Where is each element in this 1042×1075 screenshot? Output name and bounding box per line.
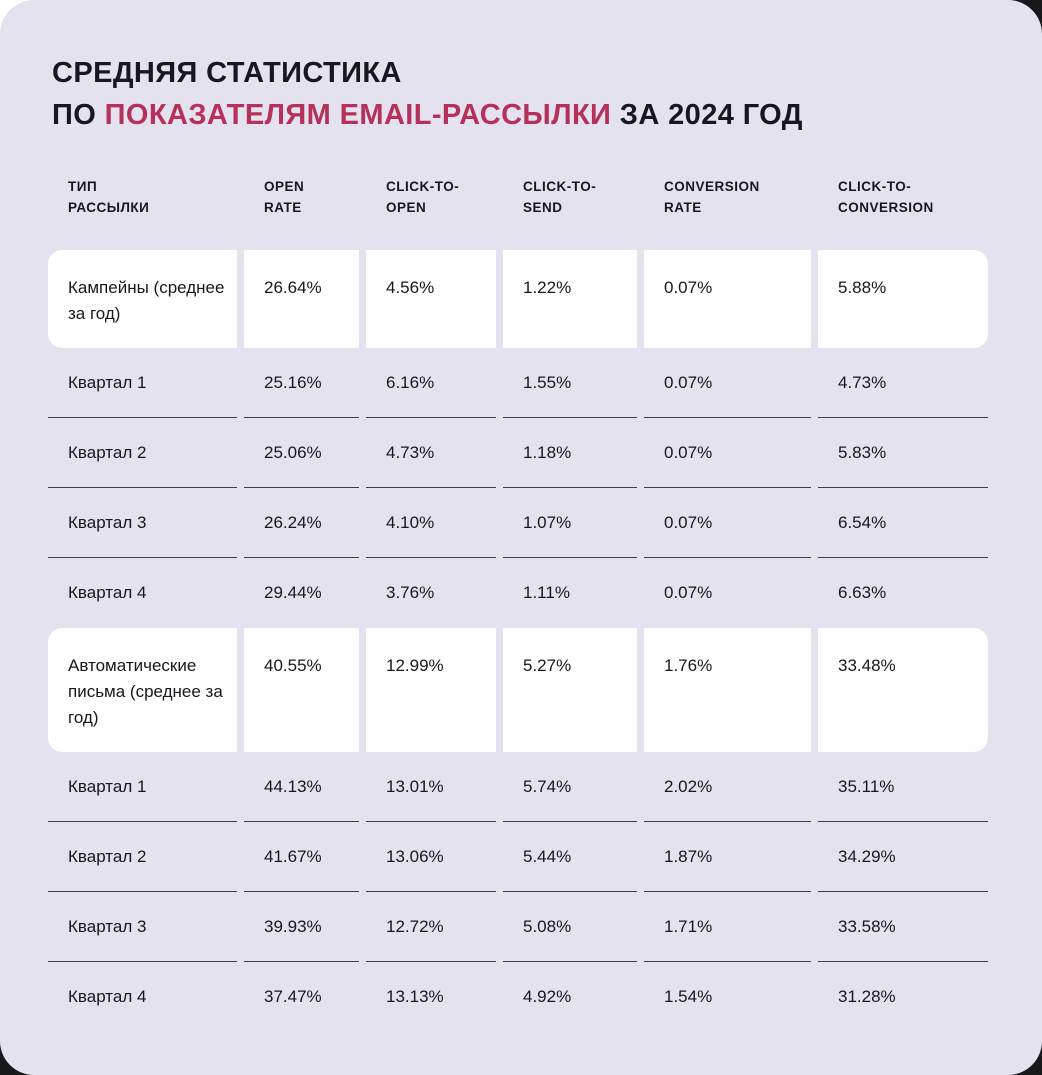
column-header: ТИП РАССЫЛКИ	[68, 179, 150, 215]
metric-value: 31.28%	[838, 987, 896, 1006]
metric-value: 0.07%	[644, 348, 811, 418]
metric-value: 1.18%	[503, 418, 637, 488]
metric-value: 35.11%	[818, 752, 988, 822]
metric-value: 4.10%	[366, 488, 496, 558]
metric-value: 0.07%	[644, 418, 811, 488]
table-row	[48, 558, 988, 628]
metric-value: 0.07%	[644, 488, 811, 558]
title-line2-suffix: ЗА 2024 ГОД	[611, 99, 803, 131]
metric-value: 2.02%	[644, 752, 811, 822]
row-label: Квартал 1	[48, 752, 237, 822]
row-label: Автоматические письма (среднее за год)	[48, 628, 237, 752]
metric-value: 37.47%	[264, 987, 322, 1006]
metric-value: 33.48%	[818, 628, 988, 752]
metric-value: 13.06%	[366, 822, 496, 892]
metric-value: 0.07%	[664, 583, 713, 602]
metric-value: 1.54%	[664, 987, 713, 1006]
table-row	[48, 628, 988, 752]
metric-value: 13.01%	[366, 752, 496, 822]
column-header: CLICK-TO- CONVERSION	[838, 179, 934, 215]
column-header: CONVERSION RATE	[664, 179, 760, 215]
metric-value: 5.88%	[818, 250, 988, 348]
metric-value: 1.07%	[503, 488, 637, 558]
metric-value: 4.73%	[366, 418, 496, 488]
metric-value: 40.55%	[244, 628, 359, 752]
metric-value: 25.06%	[244, 418, 359, 488]
table-row	[48, 250, 988, 348]
metric-value: 12.72%	[366, 892, 496, 962]
metric-value: 1.55%	[503, 348, 637, 418]
title-highlight: ПОКАЗАТЕЛЯМ EMAIL-РАССЫЛКИ	[104, 99, 612, 131]
metric-value: 26.24%	[244, 488, 359, 558]
column-header: CLICK-TO- SEND	[523, 179, 597, 215]
metric-value: 5.08%	[503, 892, 637, 962]
metric-value: 44.13%	[244, 752, 359, 822]
title-line-2	[52, 94, 1042, 136]
metric-value: 4.92%	[523, 987, 572, 1006]
table-row	[48, 418, 988, 488]
header-row	[48, 136, 988, 250]
metric-value: 13.13%	[386, 987, 444, 1006]
table-row	[48, 488, 988, 558]
page-title	[0, 0, 1042, 136]
row-label: Квартал 3	[48, 892, 237, 962]
metric-value: 3.76%	[386, 583, 435, 602]
metric-value: 5.44%	[503, 822, 637, 892]
metric-value: 6.16%	[366, 348, 496, 418]
column-header: CLICK-TO- OPEN	[386, 179, 460, 215]
row-label: Квартал 2	[48, 822, 237, 892]
metric-value: 1.87%	[644, 822, 811, 892]
metric-value: 29.44%	[264, 583, 322, 602]
title-line2-prefix: ПО	[52, 99, 105, 131]
stats-table	[41, 136, 995, 1032]
metric-value: 1.76%	[644, 628, 811, 752]
metric-value: 39.93%	[244, 892, 359, 962]
metric-value: 1.71%	[644, 892, 811, 962]
metric-value: 5.83%	[818, 418, 988, 488]
row-label: Квартал 1	[48, 348, 237, 418]
table-row	[48, 962, 988, 1032]
table-row	[48, 348, 988, 418]
table-row	[48, 892, 988, 962]
table-row	[48, 752, 988, 822]
metric-value: 4.73%	[818, 348, 988, 418]
metric-value: 5.27%	[503, 628, 637, 752]
row-label: Квартал 2	[48, 418, 237, 488]
metric-value: 5.74%	[503, 752, 637, 822]
metric-value: 33.58%	[818, 892, 988, 962]
row-label: Кампейны (среднее за год)	[48, 250, 237, 348]
metric-value: 6.54%	[818, 488, 988, 558]
row-label: Квартал 4	[68, 583, 147, 602]
metric-value: 4.56%	[366, 250, 496, 348]
metric-value: 6.63%	[838, 583, 887, 602]
metric-value: 34.29%	[818, 822, 988, 892]
metric-value: 26.64%	[244, 250, 359, 348]
column-header: OPEN RATE	[264, 179, 305, 215]
row-label: Квартал 3	[48, 488, 237, 558]
metric-value: 41.67%	[244, 822, 359, 892]
title-line-1: СРЕДНЯЯ СТАТИСТИКА	[52, 57, 402, 89]
metric-value: 1.22%	[503, 250, 637, 348]
metric-value: 12.99%	[366, 628, 496, 752]
row-label: Квартал 4	[68, 987, 147, 1006]
metric-value: 25.16%	[244, 348, 359, 418]
table-body	[48, 250, 988, 1032]
metric-value: 1.11%	[523, 583, 570, 602]
table-row	[48, 822, 988, 892]
metric-value: 0.07%	[644, 250, 811, 348]
